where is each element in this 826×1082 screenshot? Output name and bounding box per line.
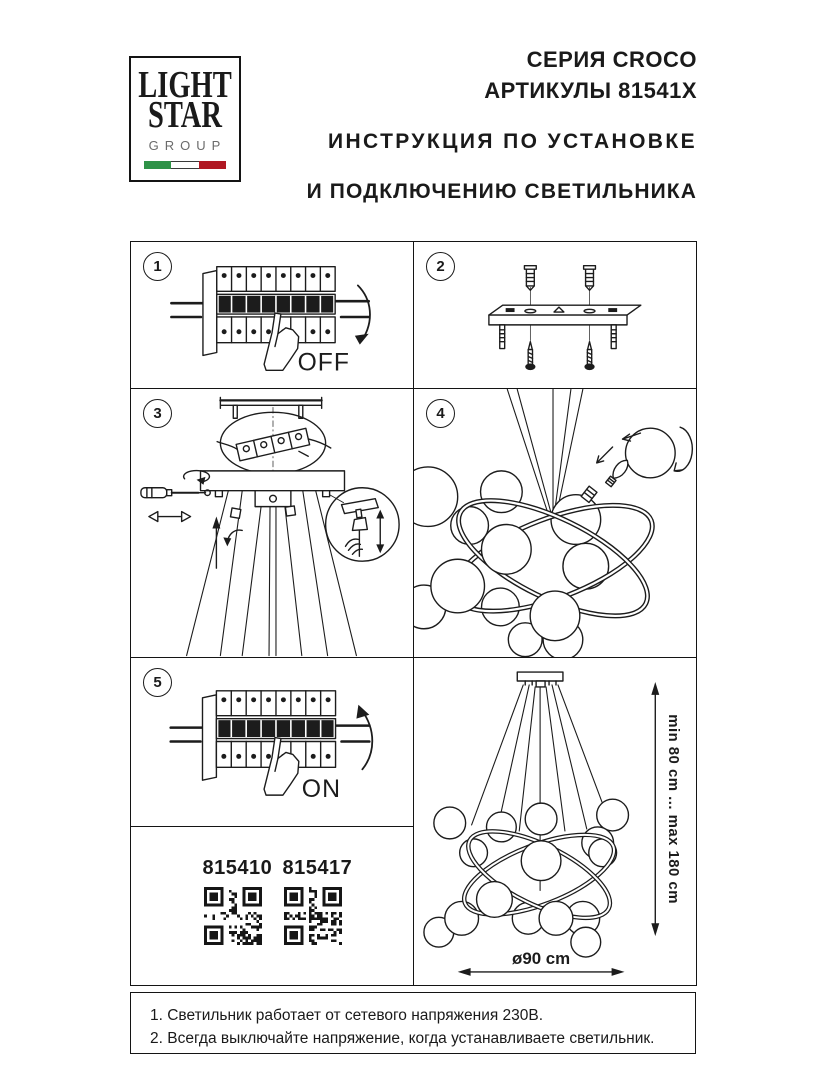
lightstar-logo [129, 56, 241, 182]
step-5-number: 5 [143, 668, 172, 697]
canopy [201, 471, 345, 491]
off-label: OFF [297, 349, 350, 377]
step-2-panel [413, 241, 697, 390]
height-dimension-label: min 80 cm ... max 180 cm [665, 714, 682, 904]
flag-red [199, 161, 226, 169]
insert-arrow [597, 447, 613, 463]
hanging-stud-left [500, 325, 505, 349]
suspension-cables [187, 491, 357, 656]
document-titles [307, 44, 697, 206]
screw-right [584, 342, 594, 371]
step-3-drawing [131, 389, 414, 658]
flag-green [144, 161, 171, 169]
note-1: 1. Светильник работает от сетевого напряжения 230В. [150, 1007, 544, 1024]
step-4-drawing [414, 389, 696, 658]
article-code-2: 815417 [282, 857, 353, 879]
screwdriver [141, 471, 210, 522]
qr-block-2 [282, 857, 353, 950]
logo-word-star: STAR [148, 93, 222, 136]
on-label: ON [301, 776, 342, 804]
qr-block-1 [202, 857, 273, 950]
series-title: СЕРИЯ CROCO [526, 47, 697, 72]
qr-code-1 [204, 887, 262, 945]
ceiling-canopy [517, 672, 563, 681]
arrow-up-curve [361, 710, 372, 770]
articles-title: АРТИКУЛЫ 81541X [484, 78, 697, 103]
slide-arrow [149, 512, 191, 522]
light-bulb [604, 457, 631, 488]
step-3-number: 3 [143, 399, 172, 428]
step-5-panel [130, 657, 415, 828]
step-3-panel [130, 388, 415, 659]
cable-tensioner-left [230, 508, 240, 518]
wall-plug-left [524, 266, 536, 291]
italian-flag-bar [144, 161, 226, 169]
screw-left [525, 342, 535, 371]
cable-tensioner-right [285, 506, 295, 516]
qr-panel [130, 826, 415, 986]
cable-gripper [352, 518, 367, 531]
note-2: 2. Всегда выключайте напряжение, когда устанавливаете светильник. [150, 1030, 655, 1047]
step-1-number: 1 [143, 252, 172, 281]
step-5-drawing [131, 658, 414, 827]
step-4-panel [413, 388, 697, 659]
qr-code-2 [284, 887, 342, 945]
step-1-panel [130, 241, 415, 390]
dimensions-panel [413, 657, 697, 986]
instruction-title-line2: И ПОДКЛЮЧЕНИЮ СВЕТИЛЬНИКА [306, 180, 697, 203]
instruction-title-line1: ИНСТРУКЦИЯ ПО УСТАНОВКЕ [327, 130, 697, 153]
diameter-dimension-label: ø90 cm [512, 948, 571, 968]
wall-plug-right [584, 266, 596, 291]
logo-word-group: GROUP [148, 138, 227, 153]
step-2-number: 2 [426, 252, 455, 281]
arrow-down-curve [358, 285, 370, 340]
step-2-drawing [414, 242, 696, 389]
notes-box [130, 992, 696, 1054]
step-4-number: 4 [426, 399, 455, 428]
rotate-ball-arrow [674, 427, 692, 471]
hanging-stud-right [611, 325, 616, 349]
dimensions-drawing [414, 658, 696, 985]
terminal-block [217, 417, 331, 475]
logo-word-light: LIGHT [138, 63, 232, 106]
step-1-drawing [131, 242, 414, 389]
flag-white [171, 161, 198, 169]
article-code-1: 815410 [202, 857, 273, 879]
